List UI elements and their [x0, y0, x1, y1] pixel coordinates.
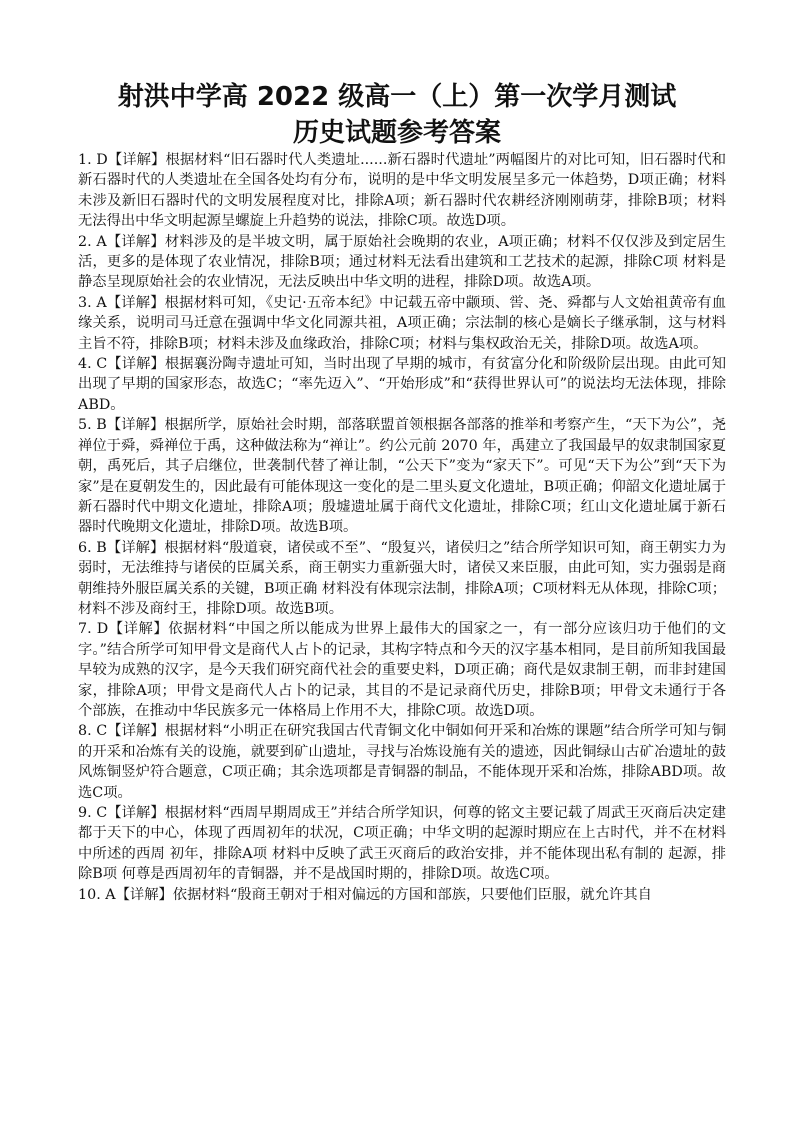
answer-item-5: 5. B【详解】根据所学，原始社会时期，部落联盟首领根据各部落的推举和考察产生，“天下为公”，尧禅位于舜，舜禅位于禹，这种做法称为“禅让”。约公元前 2070 年，禹建立了我国最早的奴隶制国家夏朝，禹死后，其子启继位，世袭制代替了禅让制，“公天下”变为“家天下”。可见“天下为公”到“天下为家”是在夏朝发生的，因此最有可能体现这一变化的是二里头夏文化遗址，B项正确；仰韶文化遗址属于新石器时代中期文化遗址，排除A项；殷墟遗址属于商代文化遗址，排除C项；红山文化遗址属于新石器时代晚期文化遗址，排除D项。故选B项。	[78, 417, 726, 536]
answer-item-4: 4. C【详解】根据襄汾陶寺遗址可知，当时出现了早期的城市，有贫富分化和阶级阶层出现。由此可知出现了早期的国家形态，故选C；“率先迈入”、“开始形成”和“获得世界认可”的说法均无法体现，排除ABD。	[78, 356, 726, 413]
answers-list	[78, 150, 726, 905]
answer-item-8: 8. C【详解】根据材料“小明正在研究我国古代青铜文化中铜如何开采和冶炼的课题”结合所学可知与铜的开采和冶炼有关的设施，就要到矿山遗址，寻找与冶炼设施有关的遗迹，因此铜绿山古矿冶遗址的鼓风炼铜竖炉符合题意，C项正确；其余选项都是青铜器的制品，不能体现开采和冶炼，排除ABD项。故选C项。	[78, 723, 726, 801]
answer-item-1: 1. D【详解】根据材料“旧石器时代人类遗址......新石器时代遗址”两幅图片的对比可知，旧石器时代和新石器时代的人类遗址在全国各处均有分布，说明的是中华文明发展呈多元一体趋势，D项正确；材料未涉及新旧石器时代的文明发展程度对比，排除A项；新石器时代农耕经济刚刚萌芽，排除B项；材料无法得出中华文明起源呈螺旋上升趋势的说法，排除C项。故选D项。	[78, 152, 726, 230]
answer-item-9: 9. C【详解】根据材料“西周早期周成王”并结合所学知识，何尊的铭文主要记载了周武王灭商后决定建都于天下的中心，体现了西周初年的状况，C项正确；中华文明的起源时期应在上古时代，并不在材料中所述的西周 初年，排除A项 材料中反映了武王灭商后的政治安排，并不能体现出私有制的 起源，排除B项 何尊是西周初年的青铜器，并不是战国时期的，排除D项。故选C项。	[78, 805, 726, 883]
answer-item-3: 3. A【详解】根据材料可知，《史记·五帝本纪》中记载五帝中颛顼、喾、尧、舜都与人文始祖黄帝有血缘关系，说明司马迁意在强调中华文化同源共祖，A项正确；宗法制的核心是嫡长子继承制，这与材料主旨不符，排除B项；材料未涉及血缘政治，排除C项；材料与集权政治无关，排除D项。故选A项。	[78, 294, 726, 352]
answer-item-10: 10. A【详解】依据材料“殷商王朝对于相对偏远的方国和部族，只要他们臣服，就允许其自	[78, 886, 652, 903]
answer-item-7: 7. D【详解】依据材料“中国之所以能成为世界上最伟大的国家之一，有一部分应该归功于他们的文字。”结合所学可知甲骨文是商代人占卜的记录，其构字特点和今天的汉字基本相同，是目前所知我国最早较为成熟的汉字，是今天我们研究商代社会的重要史料，D项正确；商代是奴隶制王朝，而非封建国家，排除A项；甲骨文是商代人占卜的记录，其目的不是记录商代历史，排除B项；甲骨文未通行于各个部族，在推动中华民族多元一体格局上作用不大，排除C项。故选D项。	[78, 621, 726, 719]
answer-item-2: 2. A【详解】材料涉及的是半坡文明，属于原始社会晚期的农业，A项正确；材料不仅仅涉及到定居生活，更多的是体现了农业情况，排除B项；通过材料无法看出建筑和工艺技术的起源，排除C项 材料是静态呈现原始社会的农业情况，无法反映出中华文明的进程，排除D项。故选A项。	[78, 233, 726, 291]
answer-key-subtitle: 历史试题参考答案	[292, 118, 501, 148]
answer-item-6: 6. B【详解】根据材料“殷道衰，诸侯或不至”、“殷复兴，诸侯归之”结合所学知识可知，商王朝实力为弱时，无法维持与诸侯的臣属关系，商王朝实力重新强大时，诸侯又来臣服，由此可知，实力强弱是商朝维持外服臣属关系的关键，B项正确 材料没有体现宗法制，排除A项；C项材料无从体现，排除C项；材料不涉及商纣王，排除D项。故选B项。	[78, 539, 726, 617]
exam-title: 射洪中学高 2022 级高一（上）第一次学月测试	[117, 82, 677, 112]
